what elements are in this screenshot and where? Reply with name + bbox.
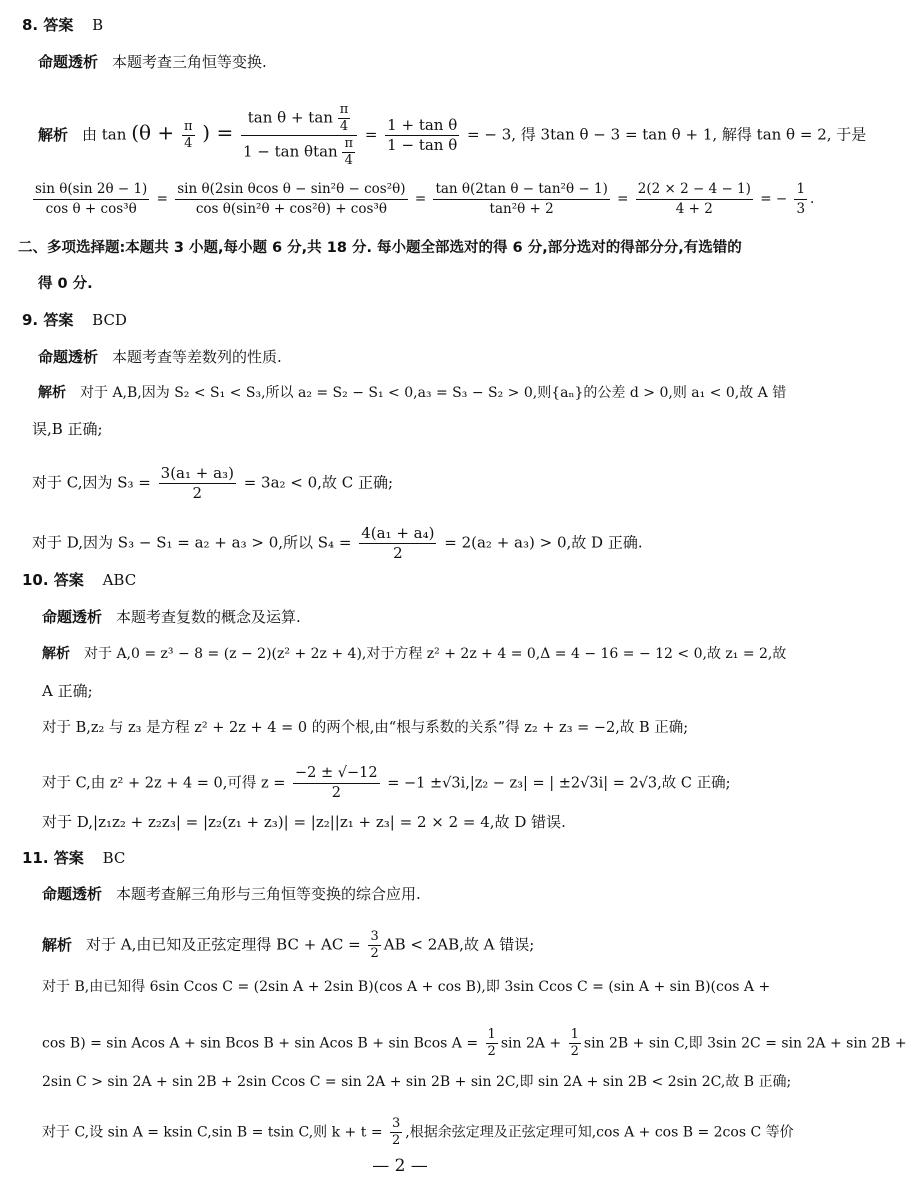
q9-option-d [32, 524, 643, 563]
q9-text: 对于 C,因为 S₃ = [32, 473, 151, 492]
page-number: — 2 — [372, 1156, 428, 1176]
q11-answer-label: 11. 答案 [22, 849, 84, 867]
q11-fraction: $\frac{3}{2}$ [392, 1116, 401, 1148]
q10-text: 对于 A,0 = z³ − 8 = (z − 2)(z² + 2z + 4),对于方程 z² + 2z + 4 = 0,Δ = 4 − 16 = − 12 < 0,故 z₁ = 2,故 [84, 646, 787, 662]
q11-option-b-line3: 2sin C > sin 2A + sin 2B + 2sin Ccos C = sin 2A + sin 2B + sin 2C,即 sin 2A + sin 2B < 2sin 2C,故 B 正确; [42, 1074, 792, 1090]
q8-text: ) = [202, 120, 234, 145]
q11-header [22, 848, 125, 868]
q10-solution-label: 解析 [42, 646, 70, 662]
q8-fraction: $\frac{2(2 \times 2 - 4 - 1)}{4 + 2}$ [637, 181, 751, 217]
q8-solution-line1 [38, 102, 866, 169]
q9-text: = 2(a₂ + a₃) > 0,故 D 正确. [444, 533, 643, 552]
q9-header [22, 310, 127, 330]
q10-option-b: 对于 B,z₂ 与 z₃ 是方程 z² + 2z + 4 = 0 的两个根,由“根与系数的关系”得 z₂ + z₃ = −2,故 B 正确; [42, 720, 689, 736]
q10-answer: ABC [102, 571, 137, 589]
q8-answer: B [92, 16, 104, 34]
q11-option-b-line2 [42, 1027, 907, 1060]
q11-text: 对于 A,由已知及正弦定理得 BC + AC = [86, 935, 361, 954]
q8-fraction: $\frac{\pi}{4}$ [183, 119, 193, 151]
q11-analysis [42, 884, 421, 904]
q11-option-a [42, 929, 534, 962]
q10-fraction: $\frac{-2 \pm √-12}{2}$ [295, 765, 378, 801]
section2-heading: 二、多项选择题:本题共 3 小题,每小题 6 分,共 18 分. 每小题全部选对的得 6 分,部分选对的得部分分,有选错的 [18, 240, 742, 256]
q8-text: = [414, 191, 427, 207]
q9-text: = 3a₂ < 0,故 C 正确; [243, 473, 394, 492]
q11-analysis-text: 本题考查解三角形与三角恒等变换的综合应用. [116, 885, 421, 903]
q8-analysis-text: 本题考查三角恒等变换. [112, 53, 267, 71]
q9-analysis-text: 本题考查等差数列的性质. [112, 348, 282, 366]
q8-analysis [38, 52, 267, 72]
q8-fraction: $\frac{\text{sin θ(sin 2θ − 1)}}{\text{cos θ + cos³θ}}$ [35, 181, 148, 217]
q11-text: 对于 C,设 sin A = ksin C,sin B = tsin C,则 k + t = [42, 1124, 383, 1141]
q10-answer-label: 10. 答案 [22, 571, 84, 589]
q9-analysis-label: 命题透析 [38, 348, 99, 366]
q11-text: cos B) = sin Acos A + sin Bcos B + sin Acos B + sin Bcos A = [42, 1035, 479, 1052]
q10-option-d: 对于 D,|z₁z₂ + z₂z₃| = |z₂(z₁ + z₃)| = |z₂||z₁ + z₃| = 2 × 2 = 4,故 D 错误. [42, 813, 566, 831]
q11-analysis-label: 命题透析 [42, 885, 103, 903]
q11-fraction: $\frac{1}{2}$ [487, 1027, 496, 1059]
q9-fraction: $\frac{\text{3(a₁ + a₃)}}{2}$ [160, 464, 234, 502]
q8-solution-label: 解析 [38, 125, 69, 144]
q8-text: = [617, 191, 629, 207]
q8-fraction: $\frac{\text{tan θ(2tan θ − tan²θ − 1)}}{\text{tan²θ + 2}}$ [435, 181, 608, 217]
q9-option-c [32, 464, 393, 503]
q11-option-c [42, 1116, 794, 1149]
section2-heading-cont: 得 0 分. [38, 276, 93, 292]
q8-text: = [364, 125, 378, 144]
q10-text: = −1 ±√3i,|z₂ − z₃| = | ±2√3i| = 2√3,故 C 正确; [387, 775, 731, 792]
q8-text: . [810, 191, 815, 207]
q10-header [22, 570, 136, 590]
q10-text: 对于 C,由 z² + 2z + 4 = 0,可得 z = [42, 775, 286, 792]
q11-text: sin 2B + sin C,即 3sin 2C = sin 2A + sin 2B + [583, 1035, 907, 1052]
q8-answer-label: 8. 答案 [22, 16, 74, 34]
q10-solution-line1 [42, 644, 786, 664]
q11-option-b-line1: 对于 B,由已知得 6sin Ccos C = (2sin A + 2sin B)(cos A + cos B),即 3sin Ccos C = (sin A + sin B)(cos A + [42, 979, 771, 995]
q11-text: AB < 2AB,故 A 错误; [383, 935, 535, 954]
q10-option-c [42, 764, 730, 803]
q9-answer-label: 9. 答案 [22, 311, 74, 329]
q9-solution-label: 解析 [38, 385, 66, 401]
q9-text: 对于 A,B,因为 S₂ < S₁ < S₃,所以 a₂ = S₂ − S₁ < 0,a₃ = S₃ − S₂ > 0,则{aₙ}的公差 d > 0,则 a₁ < 0,故 A 错 [80, 385, 787, 401]
q10-analysis-label: 命题透析 [42, 608, 103, 626]
q11-fraction: $\frac{3}{2}$ [370, 929, 379, 961]
q9-solution-line1 [38, 383, 786, 403]
q8-text: = − 3, 得 3tan θ − 3 = tan θ + 1, 解得 tan θ = 2, 于是 [467, 125, 867, 144]
q8-text: = − [760, 191, 788, 207]
q8-fraction: $\frac{\text{sin θ(2sin θcos θ − sin²θ − cos²θ)}}{\text{cos θ(sin²θ + cos²θ) + cos³θ}}$ [177, 181, 406, 217]
q9-solution-line2: 误,B 正确; [32, 420, 103, 438]
q8-text: 由 tan [82, 125, 127, 144]
q10-analysis-text: 本题考查复数的概念及运算. [116, 608, 301, 626]
q11-fraction: $\frac{1}{2}$ [570, 1027, 579, 1059]
q11-answer: BC [102, 849, 126, 867]
q9-answer: BCD [92, 311, 127, 329]
q11-solution-label: 解析 [42, 935, 73, 954]
q11-text: sin 2A + [500, 1035, 562, 1052]
q8-header [22, 15, 103, 35]
q8-fraction: tan θ + tan $\frac{\pi}{4}$ 1 − tan θtan $\frac{\pi}{4}$ [241, 102, 357, 169]
q8-fraction: $\frac{\text{1 + tan θ}}{\text{1 − tan θ}}$ [387, 116, 458, 154]
q10-solution-line2: A 正确; [42, 682, 93, 700]
q8-solution-line2 [30, 180, 814, 219]
q11-text: ,根据余弦定理及正弦定理可知,cos A + cos B = 2cos C 等价 [405, 1124, 794, 1141]
q8-text: = [156, 191, 168, 207]
q8-text: (θ + [131, 120, 175, 145]
q10-analysis [42, 607, 301, 627]
q9-fraction: $\frac{\text{4(a₁ + a₄)}}{2}$ [361, 524, 435, 562]
q9-text: 对于 D,因为 S₃ − S₁ = a₂ + a₃ > 0,所以 S₄ = [32, 533, 352, 552]
q8-analysis-label: 命题透析 [38, 53, 99, 71]
q9-analysis [38, 347, 282, 367]
q8-fraction: $\frac{1}{3}$ [796, 181, 806, 217]
